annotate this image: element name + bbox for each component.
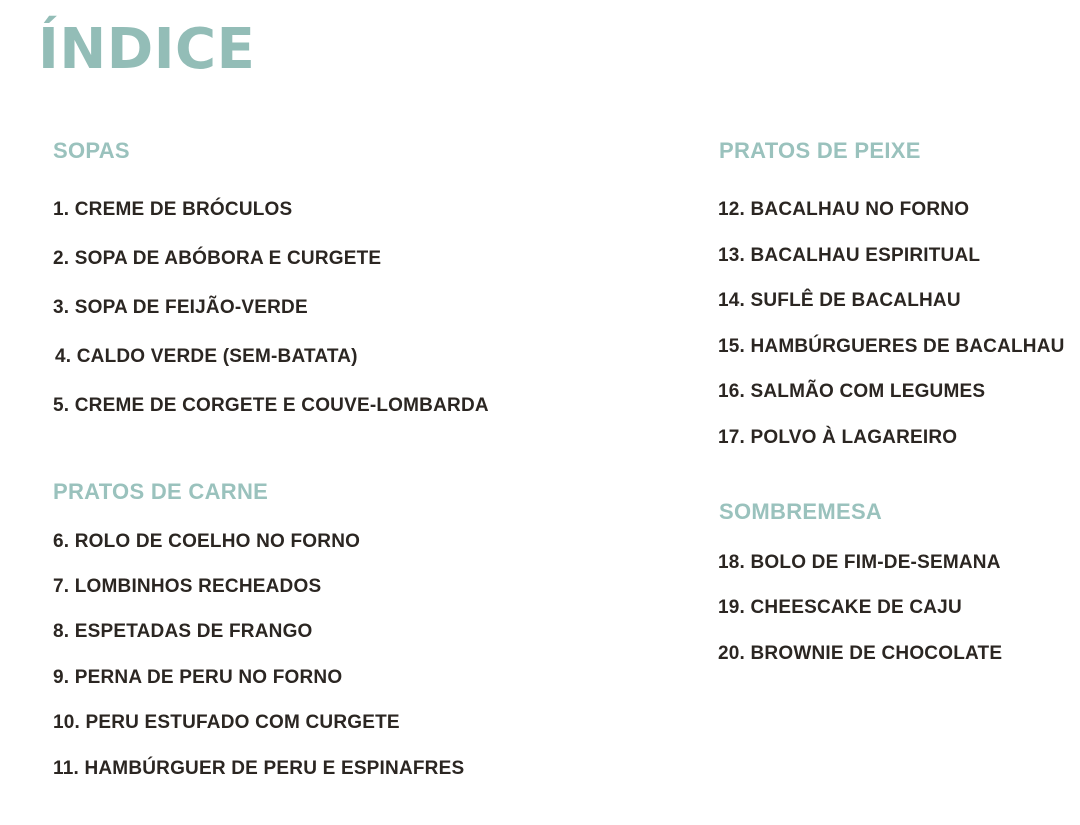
toc-entry-19: 19. CHEESCAKE DE CAJU [718,597,962,618]
toc-entry-4: 4. CALDO VERDE (SEM-BATATA) [55,346,358,367]
toc-entry-13: 13. BACALHAU ESPIRITUAL [718,245,981,266]
toc-entry-15: 15. HAMBÚRGUERES DE BACALHAU [718,336,1065,357]
toc-entry-18: 18. BOLO DE FIM-DE-SEMANA [718,552,1001,573]
toc-entry-20: 20. BROWNIE DE CHOCOLATE [718,643,1003,664]
toc-entry-7: 7. LOMBINHOS RECHEADOS [53,576,322,597]
toc-entry-1: 1. CREME DE BRÓCULOS [53,199,293,220]
section-heading-sopas: SOPAS [53,138,130,163]
section-heading-sobremesa: SOMBREMESA [719,499,883,524]
toc-entry-17: 17. POLVO À LAGAREIRO [718,427,958,448]
toc-entry-2: 2. SOPA DE ABÓBORA E CURGETE [53,248,382,269]
toc-entry-16: 16. SALMÃO COM LEGUMES [718,381,986,402]
toc-entry-10: 10. PERU ESTUFADO COM CURGETE [53,712,400,733]
toc-entry-8: 8. ESPETADAS DE FRANGO [53,621,313,642]
toc-entry-12: 12. BACALHAU NO FORNO [718,199,970,220]
toc-entry-9: 9. PERNA DE PERU NO FORNO [53,667,343,688]
toc-entry-14: 14. SUFLÊ DE BACALHAU [718,290,961,311]
toc-entry-6: 6. ROLO DE COELHO NO FORNO [53,531,361,552]
section-heading-pratos-de-carne: PRATOS DE CARNE [53,479,269,504]
section-heading-pratos-de-peixe: PRATOS DE PEIXE [719,138,921,163]
toc-entry-3: 3. SOPA DE FEIJÃO-VERDE [53,297,308,318]
page-title: ÍNDICE [38,17,256,82]
toc-entry-5: 5. CREME DE CORGETE E COUVE-LOMBARDA [53,395,489,416]
toc-entry-11: 11. HAMBÚRGUER DE PERU E ESPINAFRES [53,758,465,779]
